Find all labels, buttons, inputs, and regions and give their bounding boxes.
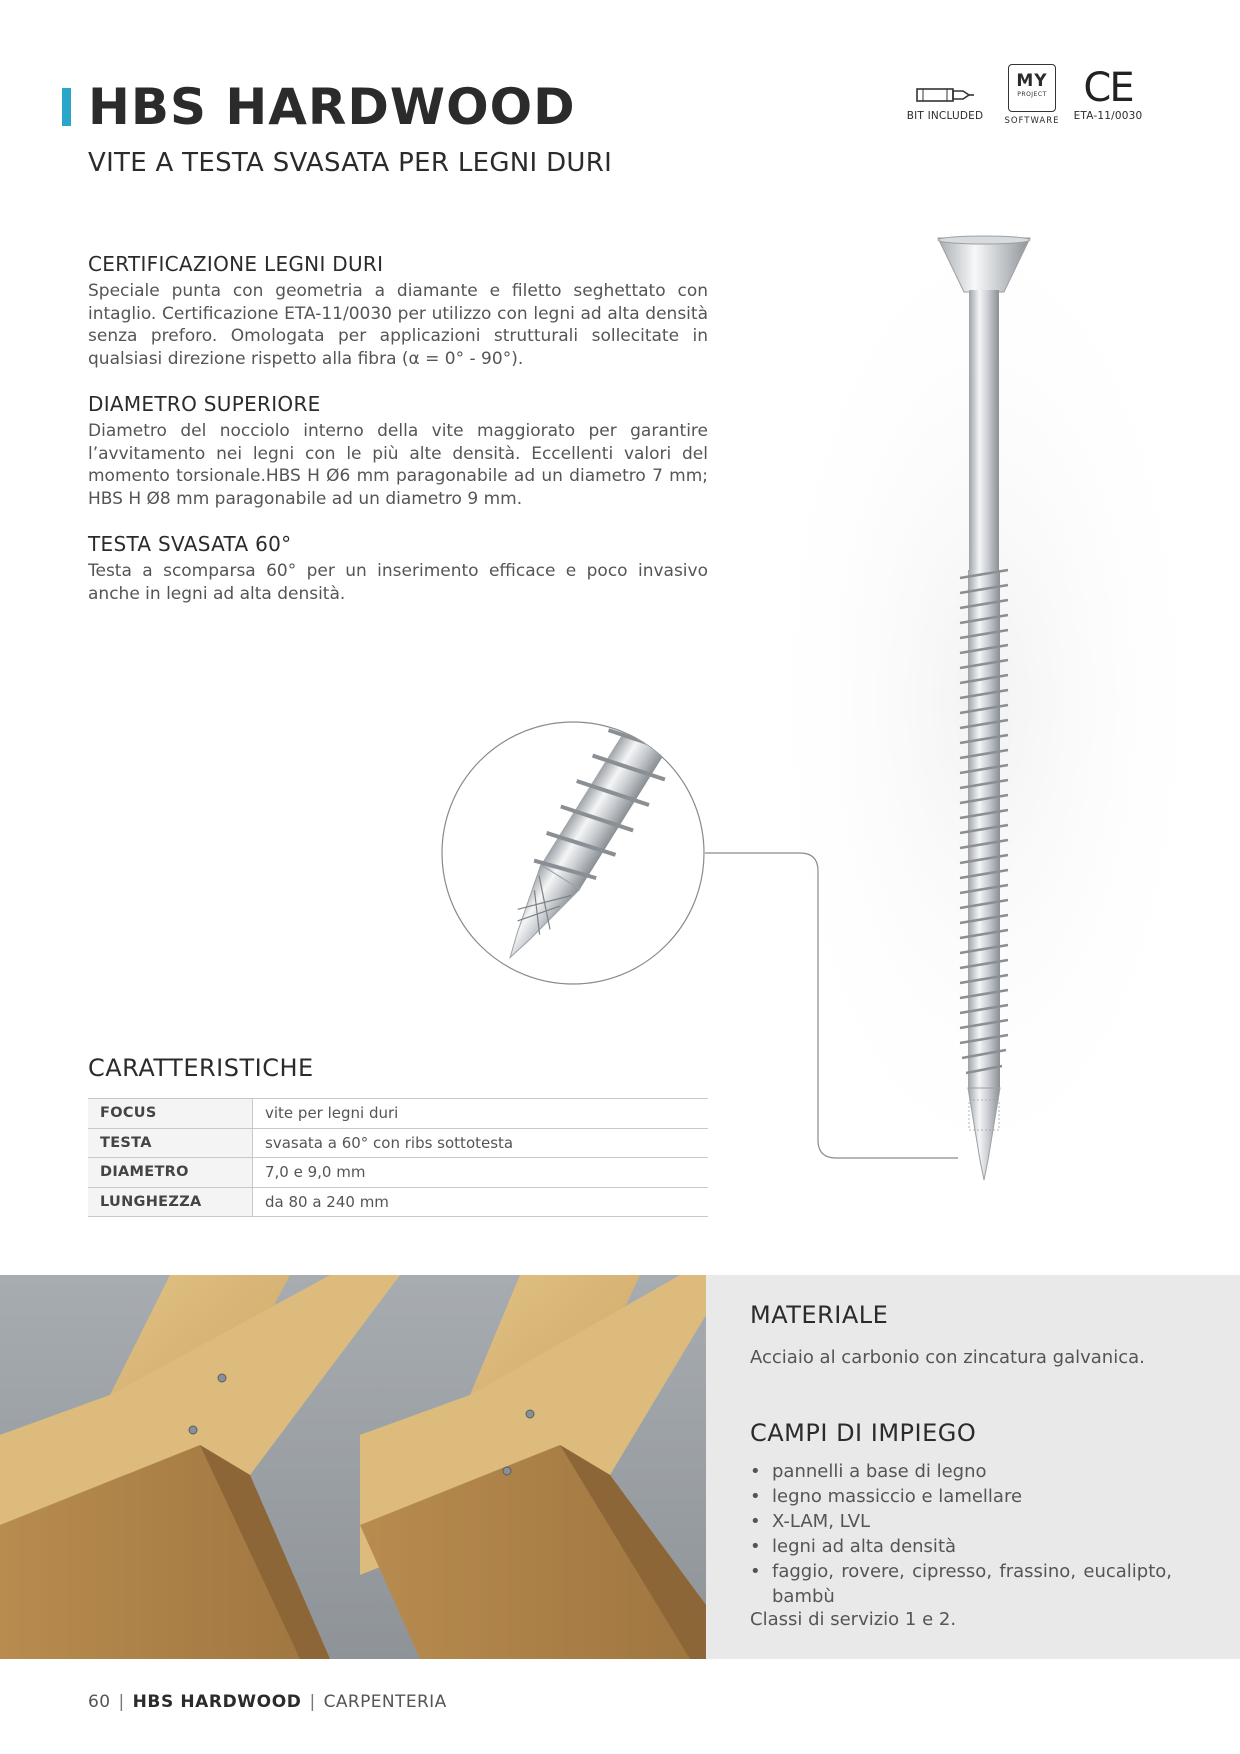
uses-title: CAMPI DI IMPIEGO — [750, 1419, 977, 1447]
feature-text: Testa a scomparsa 60° per un inserimento efficace e poco invasivo anche in legni ad alta densità. — [88, 561, 708, 604]
footer-product: HBS HARDWOOD — [132, 1692, 302, 1712]
specs-table — [88, 1098, 708, 1217]
spec-key: TESTA — [88, 1128, 253, 1158]
list-item: • pannelli a base di legno — [772, 1459, 1172, 1484]
spec-key: FOCUS — [88, 1099, 253, 1129]
list-item: • legno massiccio e lamellare — [772, 1484, 1172, 1509]
page-number: 60 — [88, 1692, 111, 1712]
spec-value: svasata a 60° con ribs sottotesta — [253, 1128, 709, 1158]
spec-value: vite per legni duri — [253, 1099, 709, 1129]
spec-key: LUNGHEZZA — [88, 1187, 253, 1217]
uses-list — [750, 1459, 1172, 1609]
list-item: • faggio, rovere, cipresso, frassino, eucalipto, bambù — [772, 1559, 1172, 1609]
software-label: SOFTWARE — [1004, 116, 1060, 126]
service-class-note: Classi di servizio 1 e 2. — [750, 1609, 957, 1630]
feature-title: TESTA SVASATA 60° — [88, 532, 292, 556]
spec-key: DIAMETRO — [88, 1158, 253, 1188]
table-row — [88, 1187, 708, 1217]
feature-text: Speciale punta con geometria a diamante e filetto seghettato con intaglio. Certificazione ETA-11/0030 per utilizzo con legni ad alta densità senza preforo. Omologata per applicazioni strutturali sollecitate in qualsiasi direzione rispetto alla fibra (α = 0° - 90°). — [88, 281, 708, 369]
feature-text: Diametro del nocciolo interno della vite maggiorato per garantire l’avvitamento nei legni con le più alte densità. Eccellenti valori del momento torsionale.HBS H Ø6 mm paragonabile ad un diametro 7 mm; HBS H Ø8 mm paragonabile ad un diametro 9 mm. — [88, 421, 708, 509]
project-logo-text: PROJECT — [1017, 91, 1047, 98]
timber-frame-photo — [0, 1275, 706, 1659]
ce-mark-icon: CE — [1083, 65, 1133, 111]
page-subtitle: VITE A TESTA SVASATA PER LEGNI DURI — [88, 148, 613, 178]
table-row — [88, 1158, 708, 1188]
specs-title: CARATTERISTICHE — [88, 1054, 314, 1082]
table-row — [88, 1099, 708, 1129]
list-item: • legni ad alta densità — [772, 1534, 1172, 1559]
my-logo-text: MY — [1016, 71, 1048, 91]
material-text: Acciaio al carbonio con zincatura galvanica. — [750, 1347, 1145, 1368]
spec-value: da 80 a 240 mm — [253, 1187, 709, 1217]
list-item: • X-LAM, LVL — [772, 1509, 1172, 1534]
bit-included-label: BIT INCLUDED — [906, 110, 984, 122]
spec-value: 7,0 e 9,0 mm — [253, 1158, 709, 1188]
eta-label: ETA-11/0030 — [1073, 110, 1143, 122]
page-footer: 60 | HBS HARDWOOD | CARPENTERIA — [88, 1692, 447, 1712]
table-row — [88, 1128, 708, 1158]
footer-section: CARPENTERIA — [323, 1692, 447, 1712]
page-title: HBS HARDWOOD — [88, 78, 576, 136]
material-panel — [706, 1275, 1240, 1659]
feature-title: CERTIFICAZIONE LEGNI DURI — [88, 252, 384, 276]
material-title: MATERIALE — [750, 1301, 889, 1329]
feature-title: DIAMETRO SUPERIORE — [88, 392, 321, 416]
